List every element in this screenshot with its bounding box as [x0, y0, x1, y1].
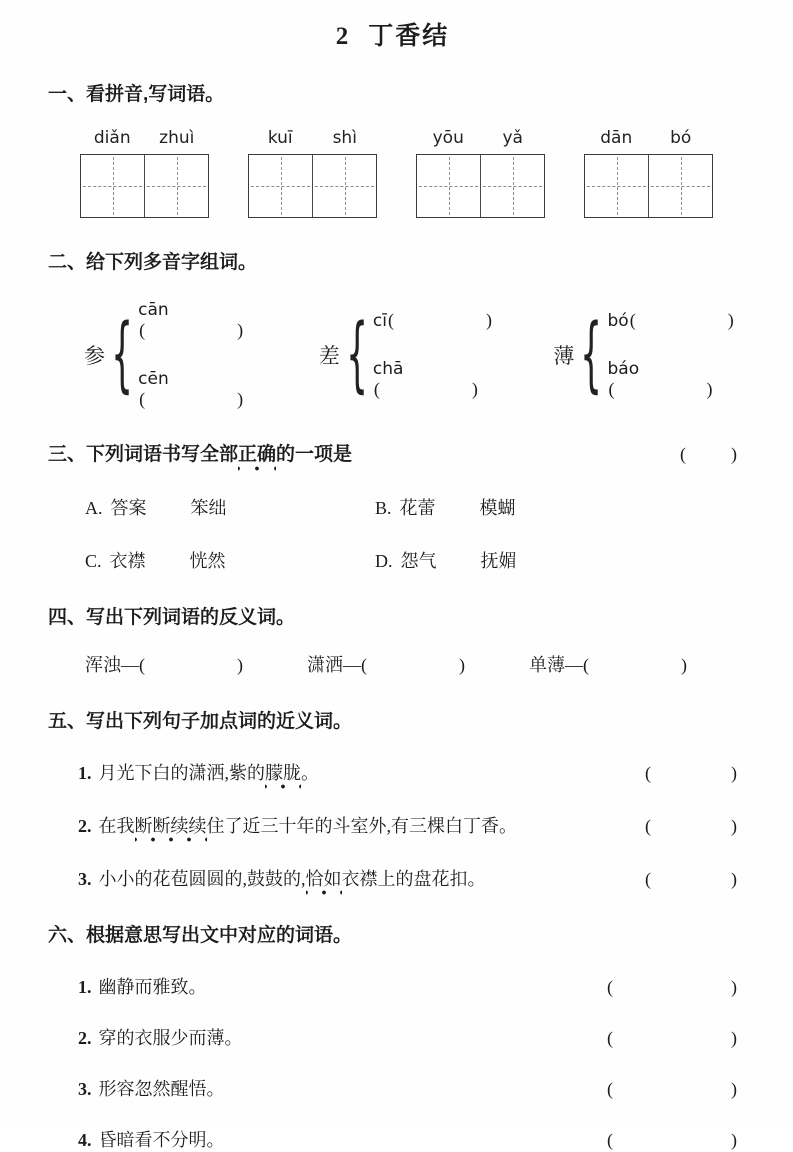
- brace-glyph: {: [111, 307, 134, 402]
- answer-blank[interactable]: ( ): [607, 977, 737, 997]
- question-row: [78, 759, 737, 785]
- writing-grid-group: [416, 128, 545, 218]
- polyphone-readings: [138, 300, 267, 410]
- writing-box: [80, 154, 209, 218]
- answer-blank[interactable]: ( ): [361, 655, 465, 675]
- option-word: 答案: [110, 498, 147, 518]
- option-c[interactable]: [85, 547, 375, 573]
- option-word: 抚媚: [480, 551, 517, 571]
- reading-line: [608, 359, 738, 400]
- writing-cell[interactable]: [585, 155, 649, 217]
- option-label: A.: [85, 498, 103, 518]
- reading-pinyin: chā: [372, 359, 404, 379]
- section2-heading: 二、给下列多音字组词。: [48, 252, 258, 273]
- lesson-number: 2: [335, 23, 349, 50]
- dash: —: [565, 655, 583, 675]
- reading-pinyin: cēn: [138, 369, 169, 389]
- writing-grid-group: [248, 128, 377, 218]
- option-word: 花蕾: [399, 498, 436, 518]
- item-number: 4.: [78, 1130, 92, 1150]
- answer-blank[interactable]: ( ): [583, 655, 687, 675]
- answer-blank[interactable]: ( ): [607, 1130, 737, 1150]
- pinyin-labels: [80, 128, 209, 152]
- writing-grid-group: [584, 128, 713, 218]
- polyphone-group: [84, 300, 267, 410]
- definition: 2. 穿的衣服少而薄。: [78, 1028, 243, 1048]
- writing-cell[interactable]: [145, 155, 208, 217]
- option-d[interactable]: [375, 547, 737, 573]
- section4-heading: 四、写出下列词语的反义词。: [48, 607, 296, 628]
- answer-blank[interactable]: ( ): [608, 379, 713, 399]
- definition: 4. 昏暗看不分明。: [78, 1130, 225, 1150]
- pinyin-syllable: bó: [670, 128, 692, 148]
- polyphone-char: 薄: [553, 344, 575, 368]
- item-number: 1.: [78, 977, 92, 997]
- section1-heading: 一、看拼音,写词语。: [48, 84, 225, 105]
- pinyin-labels: [416, 128, 545, 152]
- answer-blank[interactable]: ( ): [139, 655, 243, 675]
- reading-line: [373, 310, 501, 331]
- reading-line: [373, 359, 501, 400]
- reading-pinyin: báo: [607, 359, 640, 379]
- section5-heading: 五、写出下列句子加点词的近义词。: [48, 711, 353, 732]
- option-word: 模蝴: [479, 498, 516, 518]
- polyphone-char: 差: [318, 344, 340, 368]
- reading-pinyin: bó: [607, 311, 629, 331]
- answer-blank[interactable]: ( ): [645, 816, 737, 836]
- dash: —: [121, 655, 139, 675]
- question-row: [78, 1126, 737, 1152]
- sentence: 1. 月光下白的潇洒,紫的朦胧。: [78, 759, 319, 785]
- options-grid: [85, 494, 737, 573]
- item-number: 2.: [78, 1028, 92, 1048]
- question-row: [78, 1024, 737, 1050]
- option-word: 衣襟: [109, 551, 146, 571]
- answer-blank[interactable]: ( ): [629, 310, 734, 330]
- answer-blank[interactable]: ( ): [607, 1028, 737, 1048]
- answer-blank[interactable]: ( ): [645, 763, 737, 783]
- option-b[interactable]: [375, 494, 737, 520]
- polyphone-char: 参: [84, 344, 105, 368]
- answer-blank[interactable]: ( ): [387, 310, 492, 330]
- brace-glyph: {: [580, 307, 603, 402]
- section3-heading-row: [48, 444, 737, 466]
- antonym-item: [307, 651, 465, 677]
- emphasized-word: 朦胧: [265, 763, 301, 790]
- option-word: 怨气: [400, 551, 437, 571]
- source-word: 浑浊: [85, 655, 121, 675]
- item-number: 1.: [78, 763, 92, 783]
- pinyin-syllable: diǎn: [93, 128, 131, 148]
- dash: —: [343, 655, 361, 675]
- definition: 1. 幽静而雅致。: [78, 977, 207, 997]
- option-word: 恍然: [189, 551, 226, 571]
- page-title: [48, 16, 737, 52]
- brace-glyph: {: [345, 307, 368, 402]
- writing-box: [248, 154, 377, 218]
- option-label: B.: [375, 498, 392, 518]
- writing-box: [416, 154, 545, 218]
- answer-blank[interactable]: ( ): [139, 320, 244, 340]
- polyphone-readings: [608, 310, 738, 400]
- reading-line: [138, 300, 267, 341]
- polyphone-row: [84, 300, 737, 410]
- emphasized-word: 断断续续: [135, 816, 207, 843]
- emphasized-word: 恰如: [306, 869, 342, 896]
- pinyin-syllable: shì: [332, 128, 357, 148]
- answer-blank[interactable]: ( ): [373, 379, 478, 399]
- lesson-name: 丁香结: [368, 22, 450, 50]
- writing-cell[interactable]: [481, 155, 544, 217]
- writing-grid-group: [80, 128, 209, 218]
- polyphone-group: [553, 300, 737, 410]
- writing-cell[interactable]: [313, 155, 376, 217]
- question-row: [78, 812, 737, 838]
- pinyin-labels: [248, 128, 377, 152]
- item-number: 3.: [78, 869, 92, 889]
- antonym-row: [85, 651, 737, 677]
- answer-blank[interactable]: ( ): [607, 1079, 737, 1099]
- option-label: C.: [85, 551, 102, 571]
- question-row: [78, 973, 737, 999]
- section3-heading: 三、下列词语书写全部正确的一项是: [48, 444, 352, 466]
- antonym-item: [529, 651, 687, 677]
- writing-cell[interactable]: [649, 155, 712, 217]
- reading-line: [138, 369, 267, 410]
- writing-box: [584, 154, 713, 218]
- item-number: 3.: [78, 1079, 92, 1099]
- answer-blank[interactable]: ( ): [680, 444, 737, 464]
- pinyin-syllable: kuī: [267, 128, 293, 148]
- option-label: D.: [375, 551, 393, 571]
- pinyin-syllable: dān: [600, 128, 633, 148]
- antonym-item: [85, 651, 243, 677]
- emphasized-word: 正确: [238, 444, 276, 472]
- answer-blank[interactable]: ( ): [139, 389, 244, 409]
- option-a[interactable]: [85, 494, 375, 520]
- reading-pinyin: cī: [372, 311, 387, 331]
- reading-line: [608, 310, 738, 331]
- pinyin-syllable: zhuì: [159, 128, 195, 148]
- question-row: [78, 1075, 737, 1101]
- polyphone-group: [319, 300, 502, 410]
- option-word: 笨绌: [190, 498, 227, 518]
- sentence: 3. 小小的花苞圆圆的,鼓鼓的,恰如衣襟上的盘花扣。: [78, 865, 486, 891]
- source-word: 潇洒: [307, 655, 343, 675]
- pinyin-syllable: yōu: [432, 128, 464, 148]
- section6-heading: 六、根据意思写出文中对应的词语。: [48, 925, 353, 946]
- sentence: 2. 在我断断续续住了近三十年的斗室外,有三棵白丁香。: [78, 812, 517, 838]
- pinyin-labels: [584, 128, 713, 152]
- polyphone-readings: [373, 310, 501, 400]
- definition: 3. 形容忽然醒悟。: [78, 1079, 225, 1099]
- writing-cell[interactable]: [249, 155, 313, 217]
- writing-grid-row: [80, 128, 737, 218]
- pinyin-syllable: yǎ: [502, 128, 523, 148]
- reading-pinyin: cān: [138, 300, 169, 320]
- writing-cell[interactable]: [81, 155, 145, 217]
- answer-blank[interactable]: ( ): [645, 869, 737, 889]
- item-number: 2.: [78, 816, 92, 836]
- writing-cell[interactable]: [417, 155, 481, 217]
- question-row: [78, 865, 737, 891]
- source-word: 单薄: [529, 655, 565, 675]
